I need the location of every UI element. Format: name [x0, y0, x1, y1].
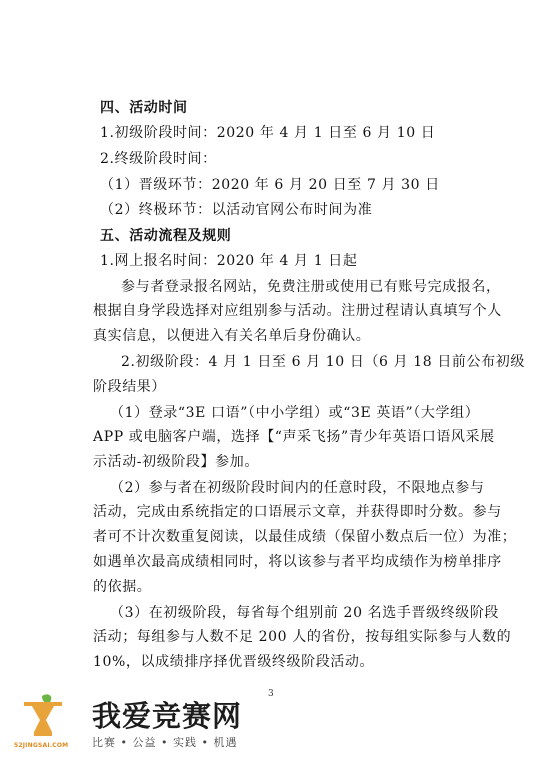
- paragraph-line: 者可不计次数重复阅读，以最佳成绩（保留小数点后一位）为准；: [93, 529, 517, 545]
- paragraph-line: （1）晋级环节：2020 年 6 月 20 日至 7 月 30 日: [100, 177, 440, 193]
- paragraph-line: 阶段结果）: [93, 379, 166, 395]
- paragraph-line: 的依据。: [93, 579, 152, 595]
- trophy-logo-icon: [18, 692, 68, 742]
- watermark-slogan: 比赛 • 公益 • 实践 • 机遇: [92, 736, 238, 749]
- watermark-domain: 52JINGSAI.COM: [14, 742, 69, 749]
- paragraph-line: （3）在初级阶段，每省每个组别前 20 名选手晋级终级阶段: [110, 605, 500, 621]
- paragraph-line: 真实信息，以便进入有关名单后身份确认。: [93, 328, 371, 344]
- paragraph-line: 参与者登录报名网站，免费注册或使用已有账号完成报名，: [121, 279, 501, 295]
- paragraph-line: 1.网上报名时间：2020 年 4 月 1 日起: [100, 253, 358, 269]
- section-heading-process-rules: 五、活动流程及规则: [100, 228, 232, 244]
- watermark-logo: [14, 688, 264, 758]
- page-number: 3: [268, 689, 274, 699]
- paragraph-line: APP 或电脑客户端，选择【“声采飞扬”青少年英语口语风采展: [93, 429, 495, 445]
- paragraph-line: 活动；每组参与人数不足 200 人的省份，按每组实际参与人数的: [93, 629, 512, 645]
- paragraph-line: 根据自身学段选择对应组别参与活动。注册过程请认真填写个人: [93, 303, 502, 319]
- paragraph-line: 如遇单次最高成绩相同时，将以该参与者平均成绩作为榜单排序: [93, 554, 502, 570]
- paragraph-line: 活动，完成由系统指定的口语展示文章，并获得即时分数。参与: [93, 504, 502, 520]
- paragraph-line: （1）登录“3E 口语”（中小学组）或“3E 英语”（大学组）: [110, 405, 480, 421]
- paragraph-line: 2.初级阶段：4 月 1 日至 6 月 10 日（6 月 18 日前公布初级: [121, 354, 525, 370]
- watermark-title: 我爱竞赛网: [92, 699, 243, 733]
- section-heading-activity-time: 四、活动时间: [100, 100, 188, 116]
- paragraph-line: 2.终级阶段时间：: [100, 151, 217, 167]
- paragraph-line: 1.初级阶段时间：2020 年 4 月 1 日至 6 月 10 日: [100, 125, 436, 141]
- paragraph-line: （2）终极环节：以活动官网公布时间为准: [100, 202, 373, 218]
- paragraph-line: 示活动-初级阶段】参加。: [93, 454, 259, 470]
- paragraph-line: （2）参与者在初级阶段时间内的任意时段，不限地点参与: [110, 480, 485, 496]
- paragraph-line: 10%，以成绩排序择优晋级终级阶段活动。: [93, 654, 375, 670]
